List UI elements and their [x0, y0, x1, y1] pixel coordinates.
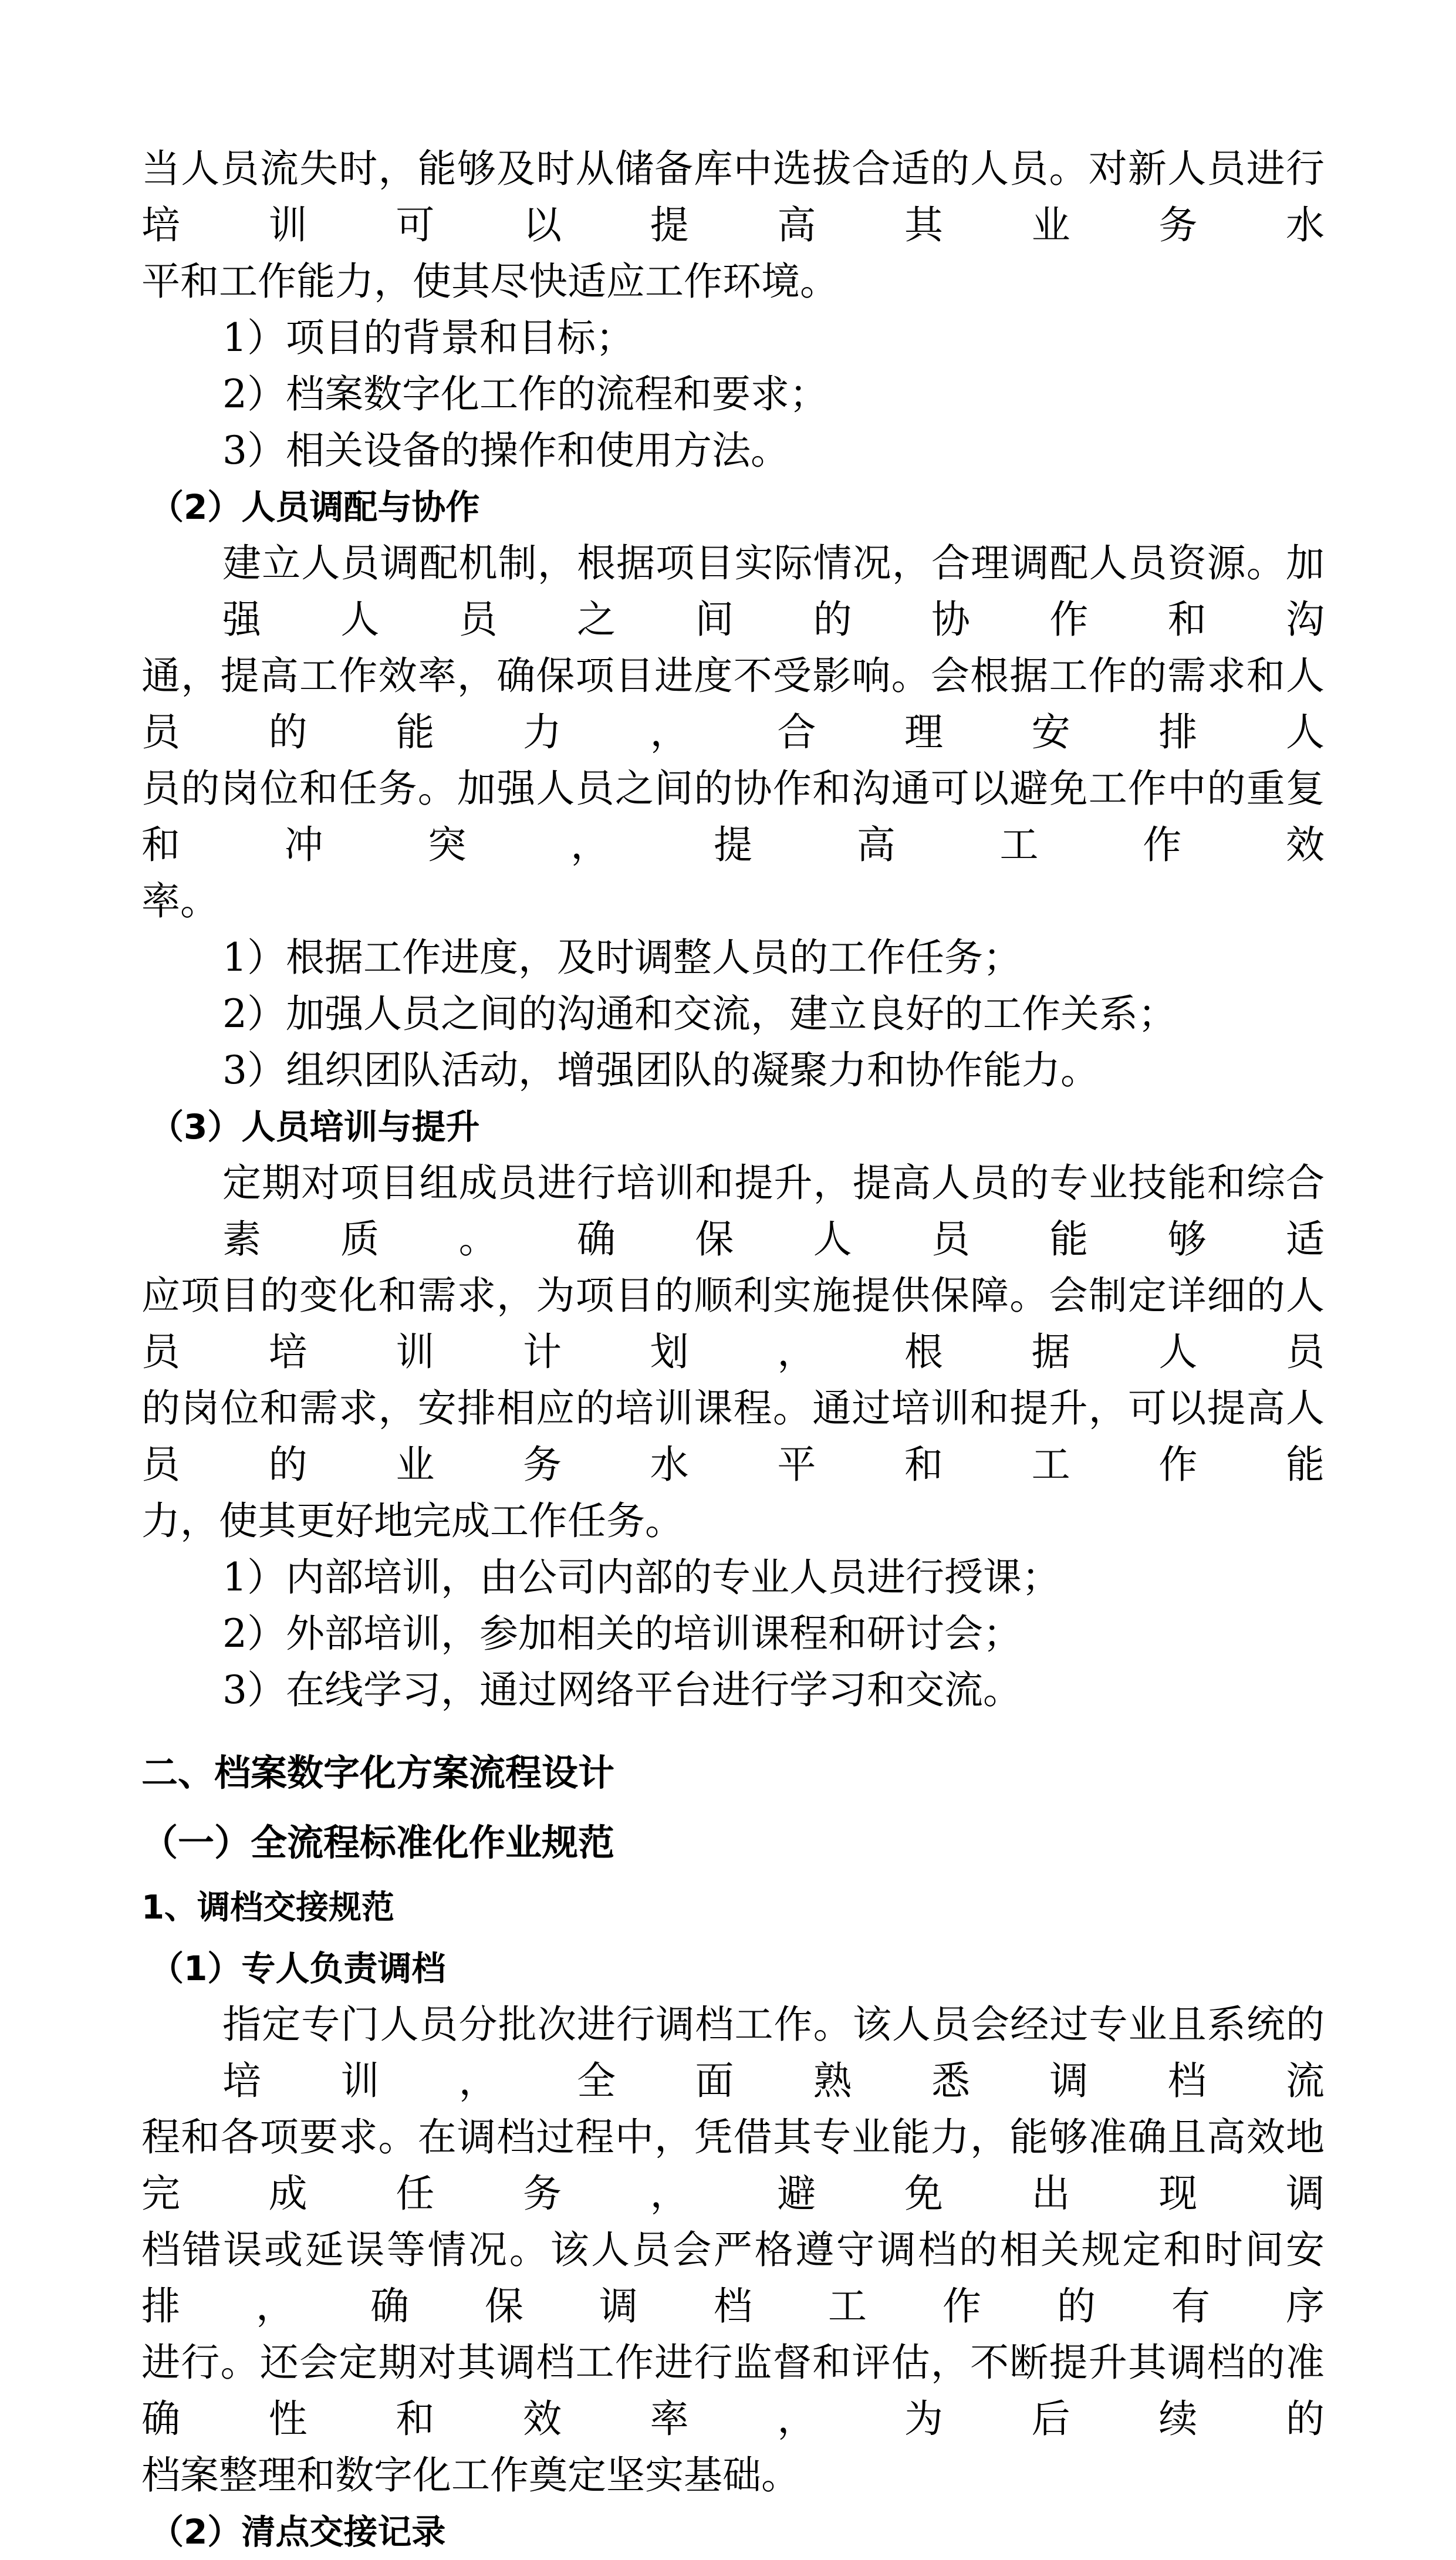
- paragraph-line: 当人员流失时，能够及时从储备库中选拔合适的人员。对新人员进行培训可以提高其业务水: [141, 146, 1325, 248]
- chapter-heading: 二、档案数字化方案流程设计: [141, 1751, 615, 1794]
- subsection-heading-numbered: 1、调档交接规范: [141, 1889, 394, 1927]
- paragraph-line: 定期对项目组成员进行培训和提升，提高人员的专业技能和综合素质。确保人员能够适: [222, 1160, 1325, 1262]
- list-item: 3）组织团队活动，增强团队的凝聚力和协作能力。: [222, 1048, 1099, 1093]
- section-heading: （一）全流程标准化作业规范: [141, 1821, 615, 1864]
- paragraph-line: 程和各项要求。在调档过程中，凭借其专业能力，能够准确且高效地完成任务，避免出现调: [141, 2115, 1325, 2216]
- list-item: 1）根据工作进度，及时调整人员的工作任务；: [222, 935, 1022, 980]
- paragraph-line: 员的岗位和任务。加强人员之间的协作和沟通可以避免工作中的重复和冲突，提高工作效: [141, 766, 1325, 867]
- paragraph-line: 进行。还会定期对其调档工作进行监督和评估，不断提升其调档的准确性和效率，为后续的: [141, 2340, 1325, 2441]
- list-item: 2）外部培训，参加相关的培训课程和研讨会；: [222, 1611, 1022, 1656]
- list-item: 3）相关设备的操作和使用方法。: [222, 428, 789, 473]
- subsection-heading: （3）人员培训与提升: [150, 1107, 480, 1147]
- paragraph-line: 平和工作能力，使其尽快适应工作环境。: [141, 259, 839, 304]
- subsection-heading: （2）清点交接记录: [150, 2512, 446, 2552]
- paragraph-line: 档案整理和数字化工作奠定坚实基础。: [141, 2453, 800, 2498]
- subsection-heading: （2）人员调配与协作: [150, 487, 480, 527]
- paragraph-line: 档错误或延误等情况。该人员会严格遵守调档的相关规定和时间安排，确保调档工作的有序: [141, 2227, 1325, 2329]
- list-item: 1）内部培训，由公司内部的专业人员进行授课；: [222, 1555, 1060, 1600]
- subsection-heading: （1）专人负责调档: [150, 1948, 446, 1988]
- paragraph-line: 通，提高工作效率，确保项目进度不受影响。会根据工作的需求和人员的能力，合理安排人: [141, 653, 1325, 755]
- document-page: [141, 141, 1325, 2560]
- paragraph-line: 建立人员调配机制，根据项目实际情况，合理调配人员资源。加强人员之间的协作和沟: [222, 541, 1325, 642]
- list-item: 3）在线学习，通过网络平台进行学习和交流。: [222, 1667, 1022, 1713]
- list-item: 2）档案数字化工作的流程和要求；: [222, 371, 828, 417]
- paragraph-line: 应项目的变化和需求，为项目的顺利实施提供保障。会制定详细的人员培训计划，根据人员: [141, 1273, 1325, 1374]
- paragraph-line: 率。: [141, 879, 219, 924]
- list-item: 1）项目的背景和目标；: [222, 315, 634, 360]
- list-item: 2）加强人员之间的沟通和交流，建立良好的工作关系；: [222, 991, 1177, 1036]
- paragraph-line: 指定专门人员分批次进行调档工作。该人员会经过专业且系统的培训，全面熟悉调档流: [222, 2002, 1325, 2103]
- paragraph-line: 力，使其更好地完成工作任务。: [141, 1498, 684, 1544]
- paragraph-line: 的岗位和需求，安排相应的培训课程。通过培训和提升，可以提高人员的业务水平和工作能: [141, 1386, 1325, 1487]
